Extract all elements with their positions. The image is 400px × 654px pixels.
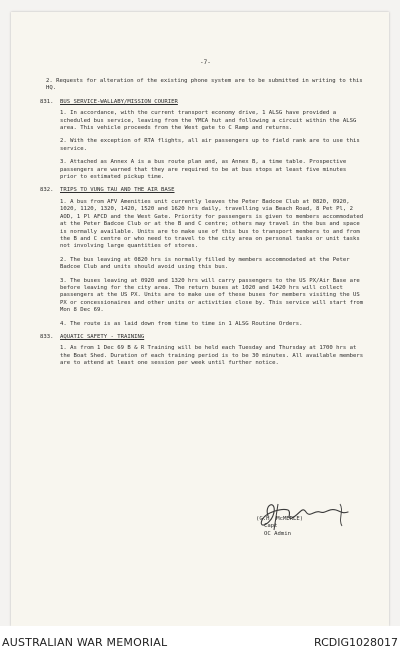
section-paragraph: 1. A bus from AFV Amenities unit currently leaves the Peter Badcoe Club at 0820, 0920, 1020, 1120, 1320, 1420, 1520 and 1620 hrs daily, travelling via Beach Road, 8 Pet Pl, 2 AOD, 1 Pl AFCD and the West Gate. Priority for passengers is given to members accommodated at the Peter Badcoe Club or at the B and C centre; others may travel in the bus and space is normally available. Units are to make use of this bus to transport members to and from the B and C centre or who need to travel to the city area on personal tasks or unit tasks not involving large quantities of stores. [60, 198, 364, 250]
section-833 [40, 333, 366, 368]
section-paragraph: 1. As from 1 Dec 69 B & R Training will be held each Tuesday and Thursday at 1700 hrs at the Boat Shed. Duration of each training period is to be 30 minutes. All available members are to attend at least one session per week until further notice. [60, 345, 364, 367]
section-paragraph: 3. Attached as Annex A is a bus route plan and, as Annex B, a time table. Prospective passengers are warned that they are required to be at bus stops at least five minutes prior to estimated pickup time. [60, 159, 347, 181]
section-title: AQUATIC SAFETY - TRAINING [60, 333, 145, 340]
signature-block [256, 516, 303, 538]
signatory-role: OC Admin [264, 530, 291, 537]
section-832 [40, 187, 366, 328]
archive-reference: RCDIG1028017 [313, 636, 398, 649]
section-number: 833. [40, 333, 54, 340]
section-paragraph: 1. In accordance, with the current transport economy drive, 1 ALSG have provided a scheduled bus service, leaving from the YMCA hut and following a circuit within the ALSG area. This vehicle proceeds from the West gate to C Ramp and returns. [60, 110, 357, 132]
section-paragraph: 2. The bus leaving at 0820 hrs is normally filled by members accommodated at the Peter Badcoe Club and units should avoid using this bus. [60, 256, 350, 271]
section-title: BUS SERVICE-WALLABY/MISSION COURIER [60, 98, 178, 105]
intro-paragraph: 2. Requests for alteration of the existing phone system are to be submitted in writing to this HQ. [46, 78, 363, 92]
section-paragraph: 3. The buses leaving at 0920 and 1320 hrs will carry passengers to the US PX/Air Base are before leaving for the city area. The return buses at 1020 and 1420 hrs will collect passengers at the US PX. Units are to make use of these buses for members visiting the US PX or concessionaires and other units or activities close by. This service will start from Mon 8 Dec 69. [60, 277, 364, 314]
section-title: TRIPS TO VUNG TAU AND THE AIR BASE [60, 187, 175, 194]
section-paragraph: 4. The route is as laid down from time to time in 1 ALSG Routine Orders. [60, 320, 303, 327]
archive-footer [0, 626, 400, 654]
section-number: 831. [40, 98, 54, 105]
section-831 [40, 98, 366, 182]
signatory-rank: Capt [264, 523, 278, 530]
signatory-name: (G.H. McMERLE) [256, 516, 304, 522]
section-paragraph: 2. With the exception of RTA flights, all air passengers up to field rank are to use this service. [60, 138, 360, 152]
section-number: 832. [40, 187, 54, 194]
page-number: -7- [200, 59, 211, 66]
archive-name: AUSTRALIAN WAR MEMORIAL [2, 636, 168, 649]
document-body [40, 78, 366, 374]
